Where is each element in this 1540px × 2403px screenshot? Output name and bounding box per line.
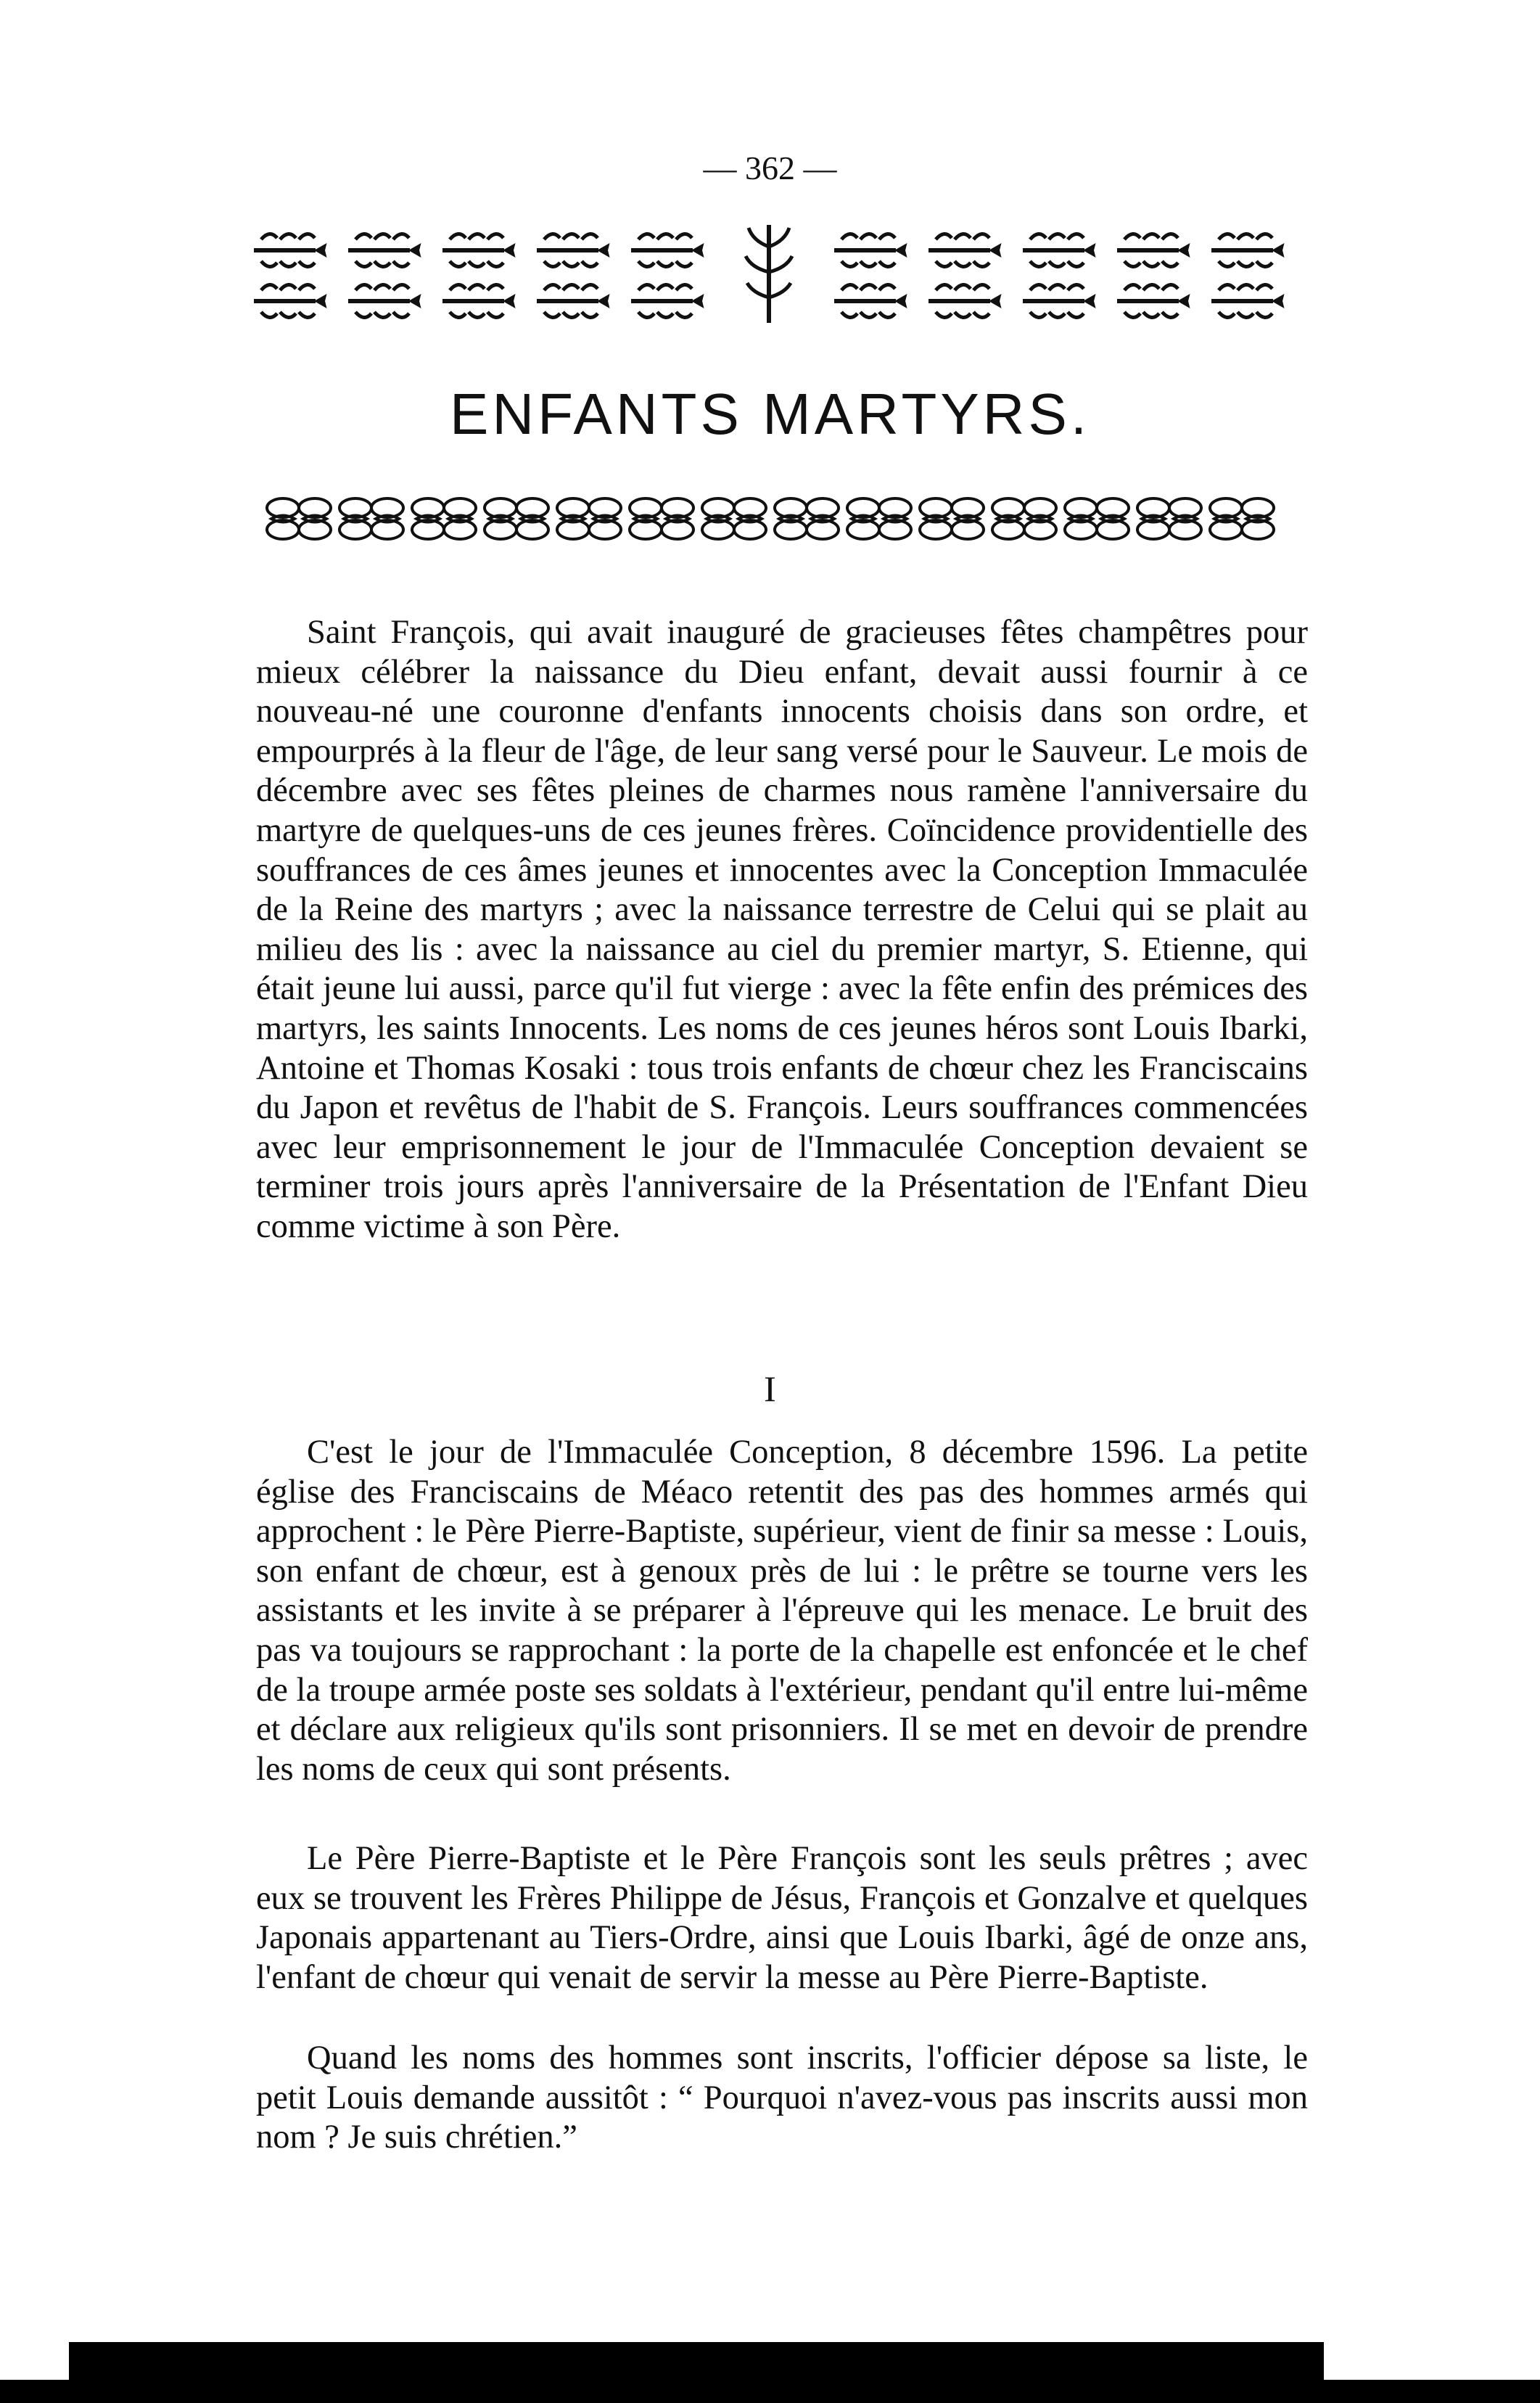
floral-ornament-header [247,218,1291,326]
paragraph-arrest: C'est le jour de l'Immaculée Conception, 8 décembre 1596. La petite église des Franciscains de Méaco retentit des pas des hommes armés qui approchent : le Père Pierre-Baptiste, supérieur, vient de finir sa messe : Louis, son enfant de chœur, est à genoux près de lui : le prêtre se tourne vers les assistants et les invite à se préparer à l'épreuve qui les menace. Le bruit des pas va toujours se rapprochant : la porte de la chapelle est enfoncée et le chef de la troupe armée poste ses soldats à l'extérieur, pendant qu'il entre lui-même et déclare aux religieux qu'ils sont prisonniers. Il se met en devoir de prendre les noms de ceux qui sont présents. [256,1434,1308,1788]
page-number: — 362 — [703,149,837,186]
chapter-title: ENFANTS MARTYRS. [449,382,1091,446]
scan-bottom-shadow [0,2380,1540,2403]
decorative-band-ornament [261,493,1277,544]
paragraph-prisoners: Le Père Pierre-Baptiste et le Père François sont les seuls prêtres ; avec eux se trouvent les Frères Philippe de Jésus, François et Gonzalve et quelques Japonais appartenant au Tiers-Ordre, ainsi que Louis Ibarki, âgé de onze ans, l'enfant de chœur qui venait de servir la messe au Père Pierre-Baptiste. [256,1840,1308,1996]
section-number: I [764,1368,776,1409]
paragraph-intro: Saint François, qui avait inauguré de gracieuses fêtes champêtres pour mieux célébrer la naissance du Dieu enfant, devait aussi fournir à ce nouveau-né une couronne d'enfants innocents choisis dans son ordre, et empourprés à la fleur de l'âge, de leur sang versé pour le Sauveur. Le mois de décembre avec ses fêtes pleines de charmes nous ramène l'anniversaire du martyre de quelques-uns de ces jeunes frères. Coïncidence providentielle des souffrances de ces âmes jeunes et innocentes avec la Conception Immaculée de la Reine des martyrs ; avec la naissance terrestre de Celui qui se plait au milieu des lis : avec la naissance au ciel du premier martyr, S. Etienne, qui était jeune lui aussi, parce qu'il fut vierge : avec la fête enfin des prémices des martyrs, les saints Innocents. Les noms de ces jeunes héros sont Louis Ibarki, Antoine et Thomas Kosaki : tous trois enfants de chœur chez les Franciscains du Japon et revêtus de l'habit de S. François. Leurs souffrances commencées avec leur emprisonnement le jour de l'Immaculée Conception devaient se terminer trois jours après l'anniversaire de la Présentation de l'Enfant Dieu comme victime à son Père. [256,614,1308,1245]
paragraph-louis-question: Quand les noms des hommes sont inscrits, l'officier dépose sa liste, le petit Louis demande aussitôt : “ Pourquoi n'avez-vous pas inscrits aussi mon nom ? Je suis chrétien.” [256,2040,1308,2156]
